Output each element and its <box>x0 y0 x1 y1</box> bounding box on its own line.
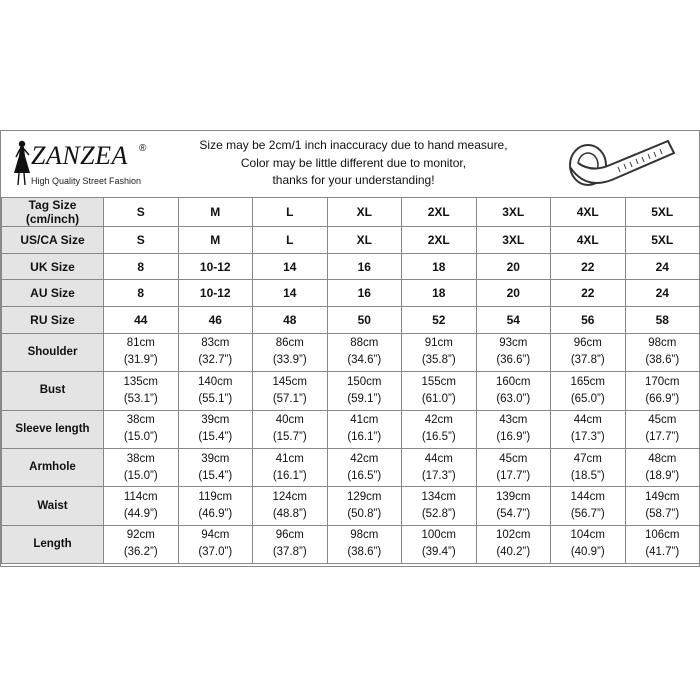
measurement-cell <box>476 525 551 563</box>
measurement-inch: (65.0”) <box>570 392 605 405</box>
size-cell: XL <box>327 198 402 227</box>
measurement-inch: (38.6”) <box>347 546 382 559</box>
measurement-cm: 129cm <box>346 491 382 503</box>
measurement-cm: 42cm <box>350 452 379 465</box>
measurement-cell <box>178 525 253 563</box>
measurement-cm: 39cm <box>201 452 230 465</box>
size-cell: M <box>178 227 253 254</box>
measurement-label: Sleeve length <box>2 410 104 448</box>
measurement-cm: 100cm <box>421 529 457 542</box>
measurement-cm: 44cm <box>424 452 453 465</box>
measurement-cell <box>625 487 700 525</box>
size-cell: 48 <box>253 307 328 334</box>
measurement-label: Bust <box>2 372 104 410</box>
size-chart <box>0 130 700 567</box>
measurement-inch: (44.9”) <box>123 508 158 520</box>
measurement-inch: (16.1”) <box>347 431 382 444</box>
measurement-inch: (53.1”) <box>123 392 158 405</box>
measurement-inch: (63.0”) <box>496 392 531 405</box>
measurement-inch: (50.8”) <box>347 508 382 520</box>
measurement-cell <box>402 448 477 486</box>
measurement-inch: (52.8”) <box>421 508 456 520</box>
measurement-cm: 40cm <box>275 414 304 427</box>
size-cell: 14 <box>253 280 328 307</box>
size-cell: 16 <box>327 280 402 307</box>
measurement-cell <box>402 333 477 371</box>
size-cell: 22 <box>551 280 626 307</box>
chart-header <box>1 131 699 198</box>
measurement-cell <box>551 333 626 371</box>
size-cell: XL <box>327 227 402 254</box>
measurement-inch: (58.7”) <box>645 508 680 520</box>
measurement-inch: (48.8”) <box>272 508 307 520</box>
measurement-inch: (35.8”) <box>421 354 456 367</box>
measurement-cell <box>476 410 551 448</box>
measurement-cm: 83cm <box>201 337 230 350</box>
size-cell: 18 <box>402 253 477 280</box>
measurement-inch: (61.0”) <box>421 392 456 405</box>
measurement-cell <box>551 372 626 410</box>
measurement-cell <box>327 525 402 563</box>
size-row-label: RU Size <box>2 307 104 334</box>
measurement-cell <box>625 333 700 371</box>
measurement-cm: 140cm <box>197 375 233 388</box>
measurement-cm: 38cm <box>126 452 155 465</box>
measurement-cm: 149cm <box>644 491 680 503</box>
brand-tagline: High Quality Street Fashion <box>31 176 142 186</box>
measurement-inch: (66.9”) <box>645 392 680 405</box>
size-cell: 14 <box>253 253 328 280</box>
size-cell: 56 <box>551 307 626 334</box>
size-cell: 46 <box>178 307 253 334</box>
measurement-cm: 43cm <box>499 414 528 427</box>
brand-name: ZANZEA <box>31 141 128 170</box>
measurement-row <box>2 372 700 410</box>
measurement-cm: 39cm <box>201 414 230 427</box>
measurement-label: Shoulder <box>2 333 104 371</box>
measurement-cm: 88cm <box>350 337 379 350</box>
size-row-label: UK Size <box>2 253 104 280</box>
size-cell: 22 <box>551 253 626 280</box>
size-cell: 5XL <box>625 227 700 254</box>
measurement-inch: (34.6”) <box>347 354 382 367</box>
measurement-inch: (40.2”) <box>496 546 531 559</box>
measurement-cell <box>253 487 328 525</box>
measurement-cm: 145cm <box>272 375 308 388</box>
measurement-row <box>2 525 700 563</box>
measurement-inch: (41.7”) <box>645 546 680 559</box>
size-cell: 24 <box>625 280 700 307</box>
measurement-cm: 134cm <box>421 491 457 503</box>
measurement-cell <box>476 372 551 410</box>
notice-line: Size may be 2cm/1 inch inaccuracy due to hand measure, <box>199 138 508 152</box>
measurement-inch: (36.2”) <box>123 546 158 559</box>
size-cell: 8 <box>104 253 179 280</box>
measurement-inch: (18.9”) <box>645 469 680 482</box>
measurement-label: Armhole <box>2 448 104 486</box>
measurement-cm: 135cm <box>123 375 159 388</box>
measurement-cm: 92cm <box>126 529 155 542</box>
measurement-row <box>2 333 700 371</box>
measurement-cell <box>402 525 477 563</box>
measurement-cell <box>178 410 253 448</box>
size-cell: 2XL <box>402 227 477 254</box>
measurement-inch: (17.7”) <box>645 431 680 444</box>
size-cell: 4XL <box>551 198 626 227</box>
measurement-cm: 104cm <box>570 529 606 542</box>
measurement-cm: 44cm <box>573 414 602 427</box>
measurement-cell <box>104 333 179 371</box>
measurement-cell <box>625 525 700 563</box>
measurement-inch: (38.6”) <box>645 354 680 367</box>
measurement-cell <box>476 487 551 525</box>
size-row-label: Tag Size (cm/inch) <box>2 198 104 227</box>
size-table <box>1 197 700 564</box>
measurement-cm: 38cm <box>126 414 155 427</box>
measurement-cm: 160cm <box>495 375 531 388</box>
notice-line: Color may be little different due to monitor, <box>240 155 467 170</box>
measurement-cm: 165cm <box>570 375 606 388</box>
registered-mark: ® <box>139 143 147 154</box>
measurement-inch: (46.9”) <box>198 508 233 520</box>
measurement-cell <box>551 410 626 448</box>
measurement-cell <box>551 448 626 486</box>
size-row-label: US/CA Size <box>2 227 104 254</box>
measurement-cell <box>327 333 402 371</box>
measurement-inch: (57.1”) <box>272 392 307 405</box>
size-cell: 24 <box>625 253 700 280</box>
measurement-cm: 48cm <box>648 452 677 465</box>
size-row <box>2 280 700 307</box>
measurement-cm: 94cm <box>201 529 230 542</box>
size-cell: 50 <box>327 307 402 334</box>
measurement-inch: (31.9”) <box>123 354 158 367</box>
measurement-row <box>2 410 700 448</box>
measurement-inch: (15.0”) <box>123 431 158 444</box>
size-cell: 10-12 <box>178 280 253 307</box>
measurement-cell <box>476 333 551 371</box>
size-cell: 44 <box>104 307 179 334</box>
measurement-cell <box>253 410 328 448</box>
measurement-inch: (37.8”) <box>272 546 307 559</box>
measurement-row <box>2 448 700 486</box>
size-cell: S <box>104 198 179 227</box>
measurement-cell <box>104 487 179 525</box>
measurement-cell <box>253 372 328 410</box>
measurement-inch: (15.0”) <box>123 469 158 482</box>
brand-logo <box>7 139 157 191</box>
size-cell: 5XL <box>625 198 700 227</box>
size-row <box>2 253 700 280</box>
measurement-cell <box>402 410 477 448</box>
size-cell: 18 <box>402 280 477 307</box>
measurement-inch: (39.4”) <box>421 546 456 559</box>
measurement-inch: (16.5”) <box>421 431 456 444</box>
measurement-cell <box>625 372 700 410</box>
measurement-inch: (37.0”) <box>198 546 233 559</box>
measurement-cm: 114cm <box>123 491 158 503</box>
measurement-cell <box>327 410 402 448</box>
size-row <box>2 198 700 227</box>
measurement-cm: 106cm <box>644 529 680 542</box>
measurement-notice <box>166 137 541 190</box>
measurement-cm: 98cm <box>648 337 677 350</box>
measurement-cm: 102cm <box>495 529 531 542</box>
measurement-row <box>2 487 700 525</box>
measurement-cm: 170cm <box>644 375 680 388</box>
measurement-inch: (40.9”) <box>570 546 605 559</box>
measurement-cell <box>625 410 700 448</box>
measurement-cell <box>178 448 253 486</box>
measurement-cm: 98cm <box>350 529 379 542</box>
measurement-inch: (15.4”) <box>198 431 233 444</box>
measurement-inch: (16.1”) <box>272 469 307 482</box>
measurement-inch: (17.7”) <box>496 469 531 482</box>
measurement-inch: (16.5”) <box>347 469 382 482</box>
measurement-inch: (32.7”) <box>198 354 233 367</box>
measurement-cell <box>551 525 626 563</box>
size-cell: 3XL <box>476 227 551 254</box>
measurement-cm: 150cm <box>346 375 382 388</box>
measurement-cell <box>625 448 700 486</box>
measurement-cm: 144cm <box>570 491 606 503</box>
measuring-tape-icon <box>556 135 686 193</box>
measurement-cell <box>253 448 328 486</box>
notice-line: thanks for your understanding! <box>272 173 435 187</box>
measurement-inch: (16.9”) <box>496 431 531 444</box>
size-row <box>2 307 700 334</box>
measurement-cm: 41cm <box>350 414 379 427</box>
size-cell: 16 <box>327 253 402 280</box>
measurement-cell <box>178 333 253 371</box>
measurement-cm: 96cm <box>275 529 304 542</box>
measurement-inch: (54.7”) <box>496 508 531 520</box>
size-cell: 2XL <box>402 198 477 227</box>
size-cell: 52 <box>402 307 477 334</box>
size-cell: M <box>178 198 253 227</box>
measurement-cm: 139cm <box>495 491 531 503</box>
size-cell: 8 <box>104 280 179 307</box>
measurement-cell <box>476 448 551 486</box>
measurement-cm: 41cm <box>275 452 304 465</box>
measurement-inch: (55.1”) <box>198 392 233 405</box>
measurement-inch: (17.3”) <box>570 431 605 444</box>
measurement-cm: 86cm <box>275 337 304 350</box>
measurement-cell <box>327 372 402 410</box>
measurement-cm: 124cm <box>272 491 308 503</box>
measurement-cm: 47cm <box>573 452 602 465</box>
measurement-cm: 119cm <box>198 491 233 503</box>
measurement-cm: 42cm <box>424 414 453 427</box>
dress-figure-icon <box>9 139 33 187</box>
measurement-inch: (56.7”) <box>570 508 605 520</box>
measurement-cell <box>402 372 477 410</box>
measurement-cm: 93cm <box>499 337 528 350</box>
measurement-cell <box>402 487 477 525</box>
size-cell: 20 <box>476 253 551 280</box>
size-cell: 58 <box>625 307 700 334</box>
size-cell: 4XL <box>551 227 626 254</box>
measurement-inch: (36.6”) <box>496 354 531 367</box>
measurement-inch: (15.7”) <box>272 431 307 444</box>
measurement-inch: (59.1”) <box>347 392 382 405</box>
measurement-cm: 155cm <box>421 375 457 388</box>
measurement-cm: 96cm <box>573 337 602 350</box>
size-cell: L <box>253 227 328 254</box>
measurement-inch: (15.4”) <box>198 469 233 482</box>
measurement-cell <box>327 487 402 525</box>
size-cell: 3XL <box>476 198 551 227</box>
measurement-inch: (33.9”) <box>272 354 307 367</box>
measurement-cm: 91cm <box>424 337 453 350</box>
measurement-cell <box>104 525 179 563</box>
size-cell: 20 <box>476 280 551 307</box>
measurement-label: Length <box>2 525 104 563</box>
measurement-cell <box>253 525 328 563</box>
measurement-cell <box>104 448 179 486</box>
measurement-inch: (18.5”) <box>570 469 605 482</box>
measurement-cm: 81cm <box>126 337 155 350</box>
size-row <box>2 227 700 254</box>
measurement-cell <box>104 372 179 410</box>
measurement-cell <box>253 333 328 371</box>
measurement-cell <box>551 487 626 525</box>
measurement-inch: (37.8”) <box>570 354 605 367</box>
measurement-label: Waist <box>2 487 104 525</box>
size-cell: L <box>253 198 328 227</box>
size-cell: S <box>104 227 179 254</box>
measurement-cm: 45cm <box>499 452 528 465</box>
size-cell: 54 <box>476 307 551 334</box>
size-row-label: AU Size <box>2 280 104 307</box>
measurement-inch: (17.3”) <box>421 469 456 482</box>
size-cell: 10-12 <box>178 253 253 280</box>
measurement-cm: 45cm <box>648 414 677 427</box>
measurement-cell <box>104 410 179 448</box>
measurement-cell <box>178 487 253 525</box>
measurement-cell <box>327 448 402 486</box>
measurement-cell <box>178 372 253 410</box>
